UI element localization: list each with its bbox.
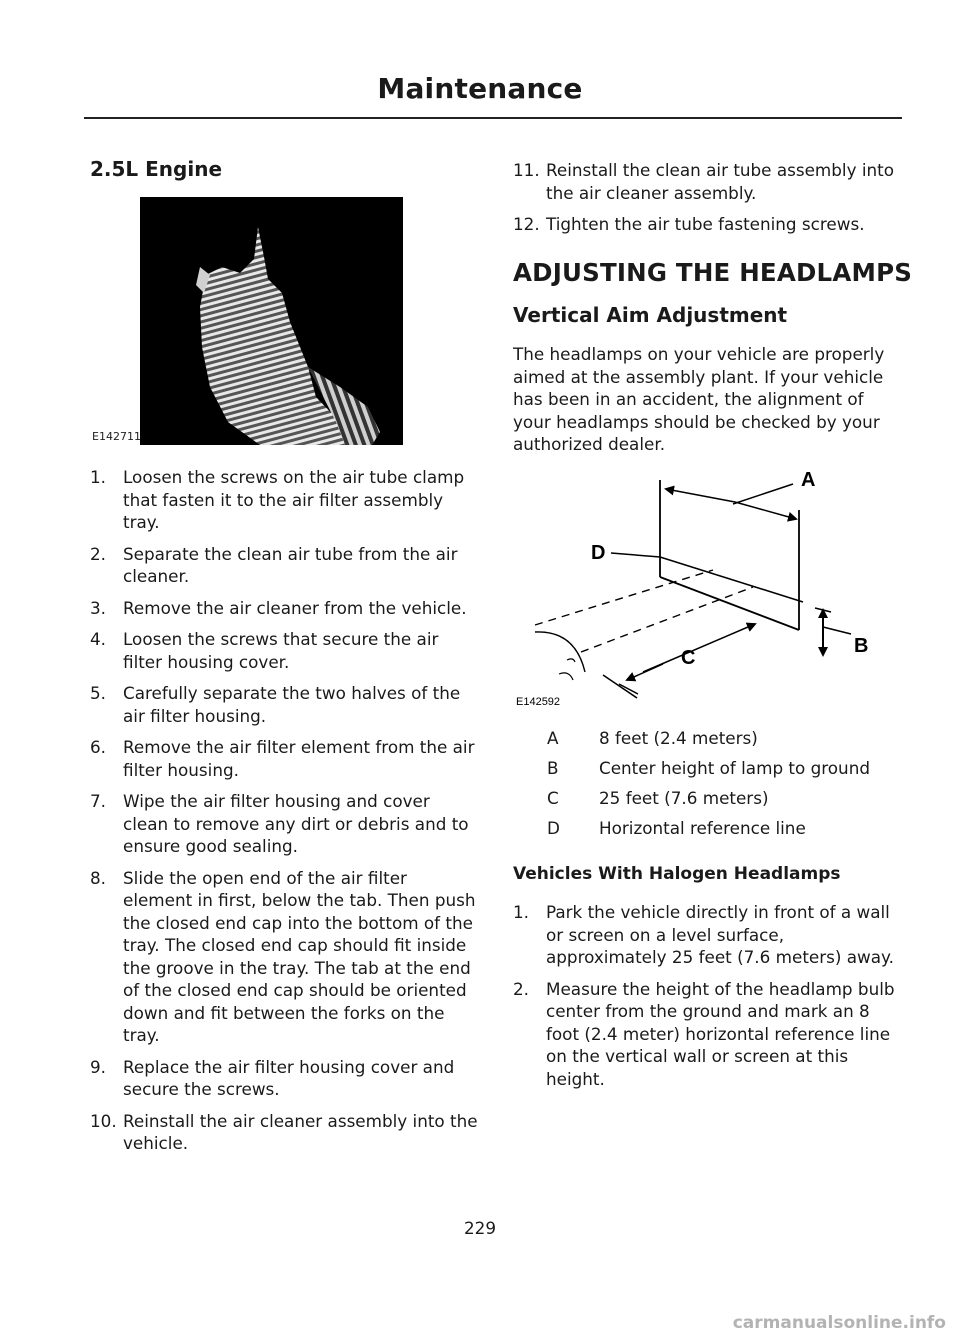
headlamp-aim-diagram-graphic xyxy=(513,462,905,712)
page-number: 229 xyxy=(463,1218,497,1238)
list-item: 1. Loosen the screws on the air tube clamp that fasten it to the air filter assembly tray. xyxy=(90,467,465,532)
legend-row: D Horizontal reference line xyxy=(547,818,806,838)
list-item: 12. Tighten the air tube fastening screws. xyxy=(513,214,865,234)
list-item: 3. Remove the air cleaner from the vehicle. xyxy=(90,597,467,618)
headlamps-section-title: ADJUSTING THE HEADLAMPS xyxy=(513,258,913,287)
diagram-label-a: A xyxy=(801,469,816,491)
headlamps-intro-paragraph: The headlamps on your vehicle are properly aimed at the assembly plant. If your vehicle has been in an accident, the alignment of your headlamps should be checked by your authorized dealer. xyxy=(513,344,885,454)
halogen-section-title: Vehicles With Halogen Headlamps xyxy=(513,864,841,884)
list-item: 8. Slide the open end of the air filter element in first, below the tab. Then push the closed end cap into the bottom of the tray. The closed end cap should fit inside the groove in the tray. The tab at the end of the closed end cap should be oriented down and fit between the forks on the tray. xyxy=(90,867,476,1045)
engine-photo-code: E142711 xyxy=(92,430,141,443)
engine-section-title: 2.5L Engine xyxy=(90,157,223,181)
engine-steps-list xyxy=(90,466,478,1164)
legend-row: B Center height of lamp to ground xyxy=(547,758,870,778)
headlamp-aim-diagram xyxy=(513,462,905,712)
list-item: 6. Remove the air filter element from the air filter housing. xyxy=(90,737,475,780)
list-item: 9. Replace the air filter housing cover and secure the screws. xyxy=(90,1056,455,1099)
list-item: 1. Park the vehicle directly in front of a wall or screen on a level surface, approximately 25 feet (7.6 meters) away. xyxy=(513,902,894,967)
header-divider xyxy=(84,117,902,119)
engine-air-filter-photo xyxy=(140,197,403,445)
list-item: 10. Reinstall the air cleaner assembly into the vehicle. xyxy=(90,1110,478,1153)
list-item: 7. Wipe the air filter housing and cover clean to remove any dirt or debris and to ensure good sealing. xyxy=(90,791,469,856)
legend-row: C 25 feet (7.6 meters) xyxy=(547,788,769,808)
diagram-legend xyxy=(547,727,907,847)
legend-row: A 8 feet (2.4 meters) xyxy=(547,728,758,748)
diagram-label-c: C xyxy=(681,647,696,669)
list-item: 2. Measure the height of the headlamp bulb center from the ground and mark an 8 foot (2.4 meter) horizontal reference line on the vertical wall or screen at this height. xyxy=(513,978,895,1089)
diagram-label-d: D xyxy=(591,542,606,564)
list-item: 4. Loosen the screws that secure the air filter housing cover. xyxy=(90,629,439,672)
engine-photo-graphic xyxy=(140,197,403,445)
diagram-label-b: B xyxy=(854,635,869,657)
page-header-title: Maintenance xyxy=(377,72,583,105)
halogen-steps-list xyxy=(513,901,905,1099)
list-item: 5. Carefully separate the two halves of the air filter housing. xyxy=(90,683,461,726)
vertical-aim-title: Vertical Aim Adjustment xyxy=(513,303,788,327)
list-item: 2. Separate the clean air tube from the air cleaner. xyxy=(90,543,458,586)
engine-steps-continued xyxy=(513,159,905,245)
list-item: 11. Reinstall the clean air tube assembly into the air cleaner assembly. xyxy=(513,160,895,203)
watermark: carmanualsonline.info xyxy=(732,1313,946,1333)
diagram-code: E142592 xyxy=(516,696,561,708)
